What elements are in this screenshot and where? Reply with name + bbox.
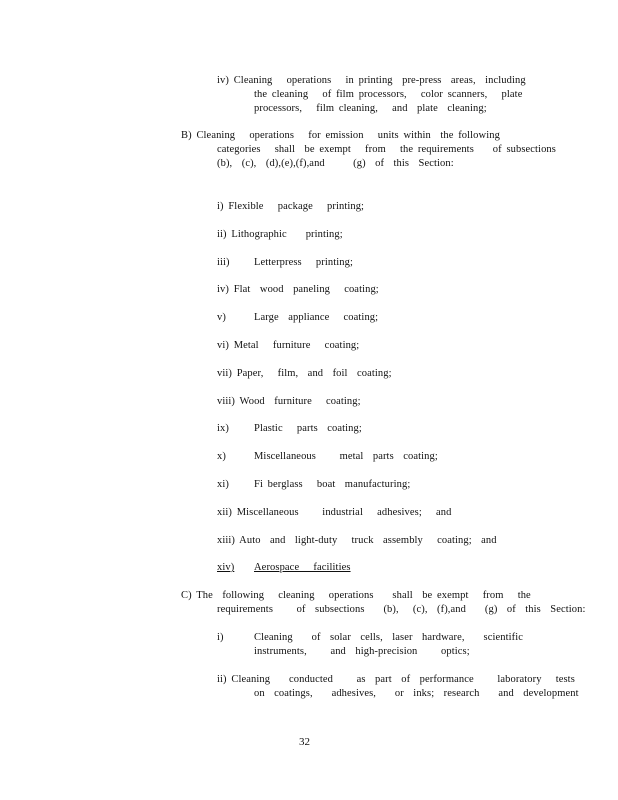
section-b-item-xiv: xiv) xyxy=(217,562,235,573)
section-b-item-ix: ix) xyxy=(217,423,229,434)
section-b-item-iii: iii) xyxy=(217,257,230,268)
section-b-item-x-text: Miscellaneous metal parts coating; xyxy=(254,451,438,462)
item-a-iv-line-3: processors, film cleaning, and plate cleaning; xyxy=(254,103,487,114)
section-b-line-3: (b), (c), (d),(e),(f),and (g) of this Section: xyxy=(217,158,454,169)
section-b-line-1: B) Cleaning operations for emission units within the following xyxy=(181,130,500,141)
section-c-item-ii: ii) Cleaning conducted as part of performance laboratory tests xyxy=(217,674,575,685)
section-b-item-i: i) Flexible package printing; xyxy=(217,201,365,212)
section-b-item-v-text: Large appliance coating; xyxy=(254,312,379,323)
section-b-item-ii: ii) Lithographic printing; xyxy=(217,229,343,240)
section-c-item-i-line-1: Cleaning of solar cells, laser hardware, scientific xyxy=(254,632,524,643)
section-b-line-2: categories shall be exempt from the requirements of subsections xyxy=(217,144,556,155)
section-c-line-2: requirements of subsections (b), (c), (f),and (g) of this Section: xyxy=(217,604,586,615)
section-c-item-i-line-2: instruments, and high-precision optics; xyxy=(254,646,470,657)
section-b-item-vii: vii) Paper, film, and foil coating; xyxy=(217,368,392,379)
section-b-item-xii: xii) Miscellaneous industrial adhesives; and xyxy=(217,507,452,518)
section-c-line-1: C) The following cleaning operations shall be exempt from the xyxy=(181,590,531,601)
section-b-item-v: v) xyxy=(217,312,226,323)
section-b-item-vi: vi) Metal furniture coating; xyxy=(217,340,360,351)
item-a-iv-line-1: iv) Cleaning operations in printing pre-press areas, including xyxy=(217,75,526,86)
section-b-item-ix-text: Plastic parts coating; xyxy=(254,423,362,434)
section-c-item-ii-line-2: on coatings, adhesives, or inks; research and development xyxy=(254,688,579,699)
section-b-item-iv: iv) Flat wood paneling coating; xyxy=(217,284,379,295)
section-b-item-x: x) xyxy=(217,451,226,462)
section-c-item-i: i) xyxy=(217,632,224,643)
section-b-item-iii-text: Letterpress printing; xyxy=(254,257,353,268)
section-b-item-xiii: xiii) Auto and light-duty truck assembly coating; and xyxy=(217,535,497,546)
section-b-item-xi-text: Fi berglass boat manufacturing; xyxy=(254,479,411,490)
section-b-item-xi: xi) xyxy=(217,479,229,490)
page-number: 32 xyxy=(299,736,310,748)
section-b-item-viii: viii) Wood furniture coating; xyxy=(217,396,361,407)
section-b-item-xiv-text: Aerospace facilities xyxy=(254,562,351,573)
item-a-iv-line-2: the cleaning of film processors, color scanners, plate xyxy=(254,89,523,100)
